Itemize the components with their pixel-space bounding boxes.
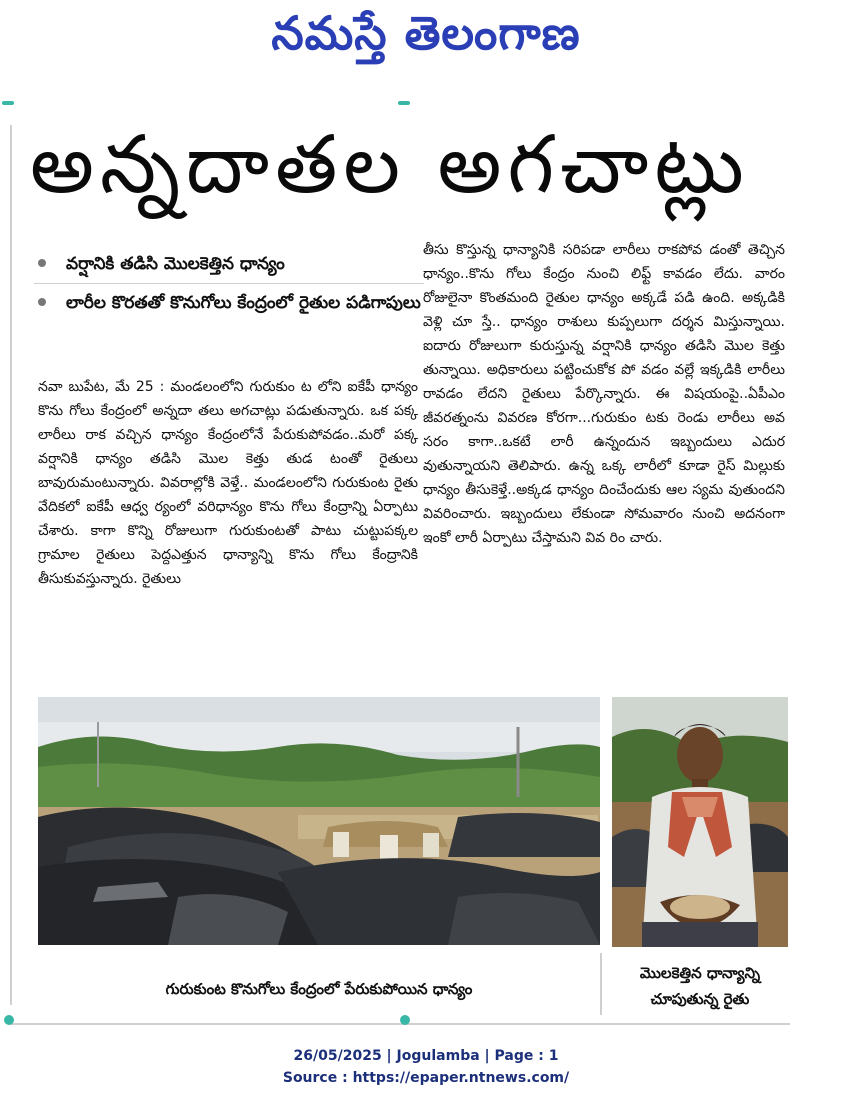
article-column-right xyxy=(423,238,785,550)
article-body-text: తీసు కొస్తున్న ధాన్యానికి సరిపడా లారీలు రాకపోవ డంతో తెచ్చిన ధాన్యం..కొను గోలు కేంద్రం నుంచి లిఫ్ట్ కావడం లేదు. వారం రోజులైనా కొంతమంది రైతుల ధాన్యం అక్కడే పడి ఉంది. అక్కడికి వెళ్లి చూ స్తే.. ధాన్యం రాశులు కుప్పలుగా దర్శన మిస్తున్నాయి. ఐదారు రోజులుగా కురుస్తున్న వర్షానికి ధాన్యం తడిసి మొల కెత్తు తున్నాయి. అధికారులు పట్టించుకోక పో వడం వల్లే ఇక్కడికి లారీలు రావడం లేదని రైతులు పేర్కొన్నారు. ఈ విషయంపై..ఏపీఎం జీవరత్నంను వివరణ కోరగా...గురుకుం టకు రెండు లారీలు అవ సరం కాగా..ఒకటే లారీ ఉన్నందున ఇబ్బందులు ఎదుర వుతున్నాయని తెలిపారు. ఉన్న ఒక్క లారీలో కూడా రైస్ మిల్లుకు ధాన్యం తీసుకెళ్తే..అక్కడ ధాన్యం దించేందుకు ఆల స్యమ వుతుందని వివరించారు. ఇబ్బందులు లేకుండా సోమవారం నుంచి అదనంగా ఇంకో లారీ ఏర్పాటు చేస్తామని వివ రిం చారు. xyxy=(423,242,785,546)
main-photo-caption: గురుకుంట కొనుగోలు కేంద్రంలో పేరుకుపోయిన ధాన్యం xyxy=(165,980,473,998)
side-photo-caption: మొలకెత్తిన ధాన్యాన్ని చూపుతున్న రైతు xyxy=(639,964,761,1008)
subheadline-item xyxy=(34,284,424,322)
bullet-icon xyxy=(38,259,46,267)
grain-heaps-illustration xyxy=(38,697,600,945)
article-headline: అన్నదాతల అగచాట్లు xyxy=(30,118,750,211)
article-body-text: నవా బుపేట, మే 25 : మండలంలోని గురుకుం ట లోని ఐకేపీ ధాన్యం కొను గోలు కేంద్రంలో అన్నదా తలు అగచాట్లు పడుతున్నారు. ఒక పక్క లారీలు రాక వచ్చిన ధాన్యం కేంద్రంలోనే పేరుకుపోవడం..మరో పక్క వర్షానికి ధాన్యం తడిసి మొల కెత్తు తుడ టంతో రైతులు బావురుమంటున్నారు. వివరాల్లోకి వెళ్తే.. మండలంలోని గురుకుంట రైతు వేదికలో ఐకేపీ ఆధ్వ ర్యంలో వరిధాన్యం కొను గోలు కేంద్రాన్ని ఏర్పాటు చేశారు. కాగా కొన్ని రోజులుగా గురుకుంటతో పాటు చుట్టుపక్కల గ్రామాల రైతులు పెద్దఎత్తున ధాన్యాన్ని కొను గోలు కేంద్రానికి తీసుకువస్తున్నారు. రైతులు xyxy=(38,379,418,587)
frame-corner-mark xyxy=(398,101,410,105)
subheadline-list xyxy=(34,245,424,322)
footer-date-edition: 26/05/2025 | Jogulamba | Page : 1 xyxy=(293,1048,559,1064)
newspaper-masthead: నమస్తే తెలంగాణ xyxy=(271,6,581,60)
subheadline-text: లారీల కొరతతో కొనుగోలు కేంద్రంలో రైతుల పడిగాపులు xyxy=(66,293,421,313)
farmer-illustration xyxy=(612,697,788,947)
frame-corner-mark xyxy=(2,101,14,105)
farmer-photo xyxy=(612,697,788,947)
frame-left-rule xyxy=(10,125,12,1005)
footer-source-link[interactable]: Source : https://epaper.ntnews.com/ xyxy=(282,1070,570,1086)
bullet-icon xyxy=(38,298,46,306)
frame-corner-mark xyxy=(4,1015,14,1025)
subheadline-text: వర్షానికి తడిసి మొలకెత్తిన ధాన్యం xyxy=(66,254,285,274)
article-column-left xyxy=(38,375,418,591)
grain-heaps-photo xyxy=(38,697,600,945)
caption-divider xyxy=(600,953,602,1015)
frame-bottom-rule xyxy=(10,1023,790,1025)
frame-corner-mark xyxy=(400,1015,410,1025)
page-footer xyxy=(0,1045,852,1089)
subheadline-item xyxy=(34,245,424,284)
